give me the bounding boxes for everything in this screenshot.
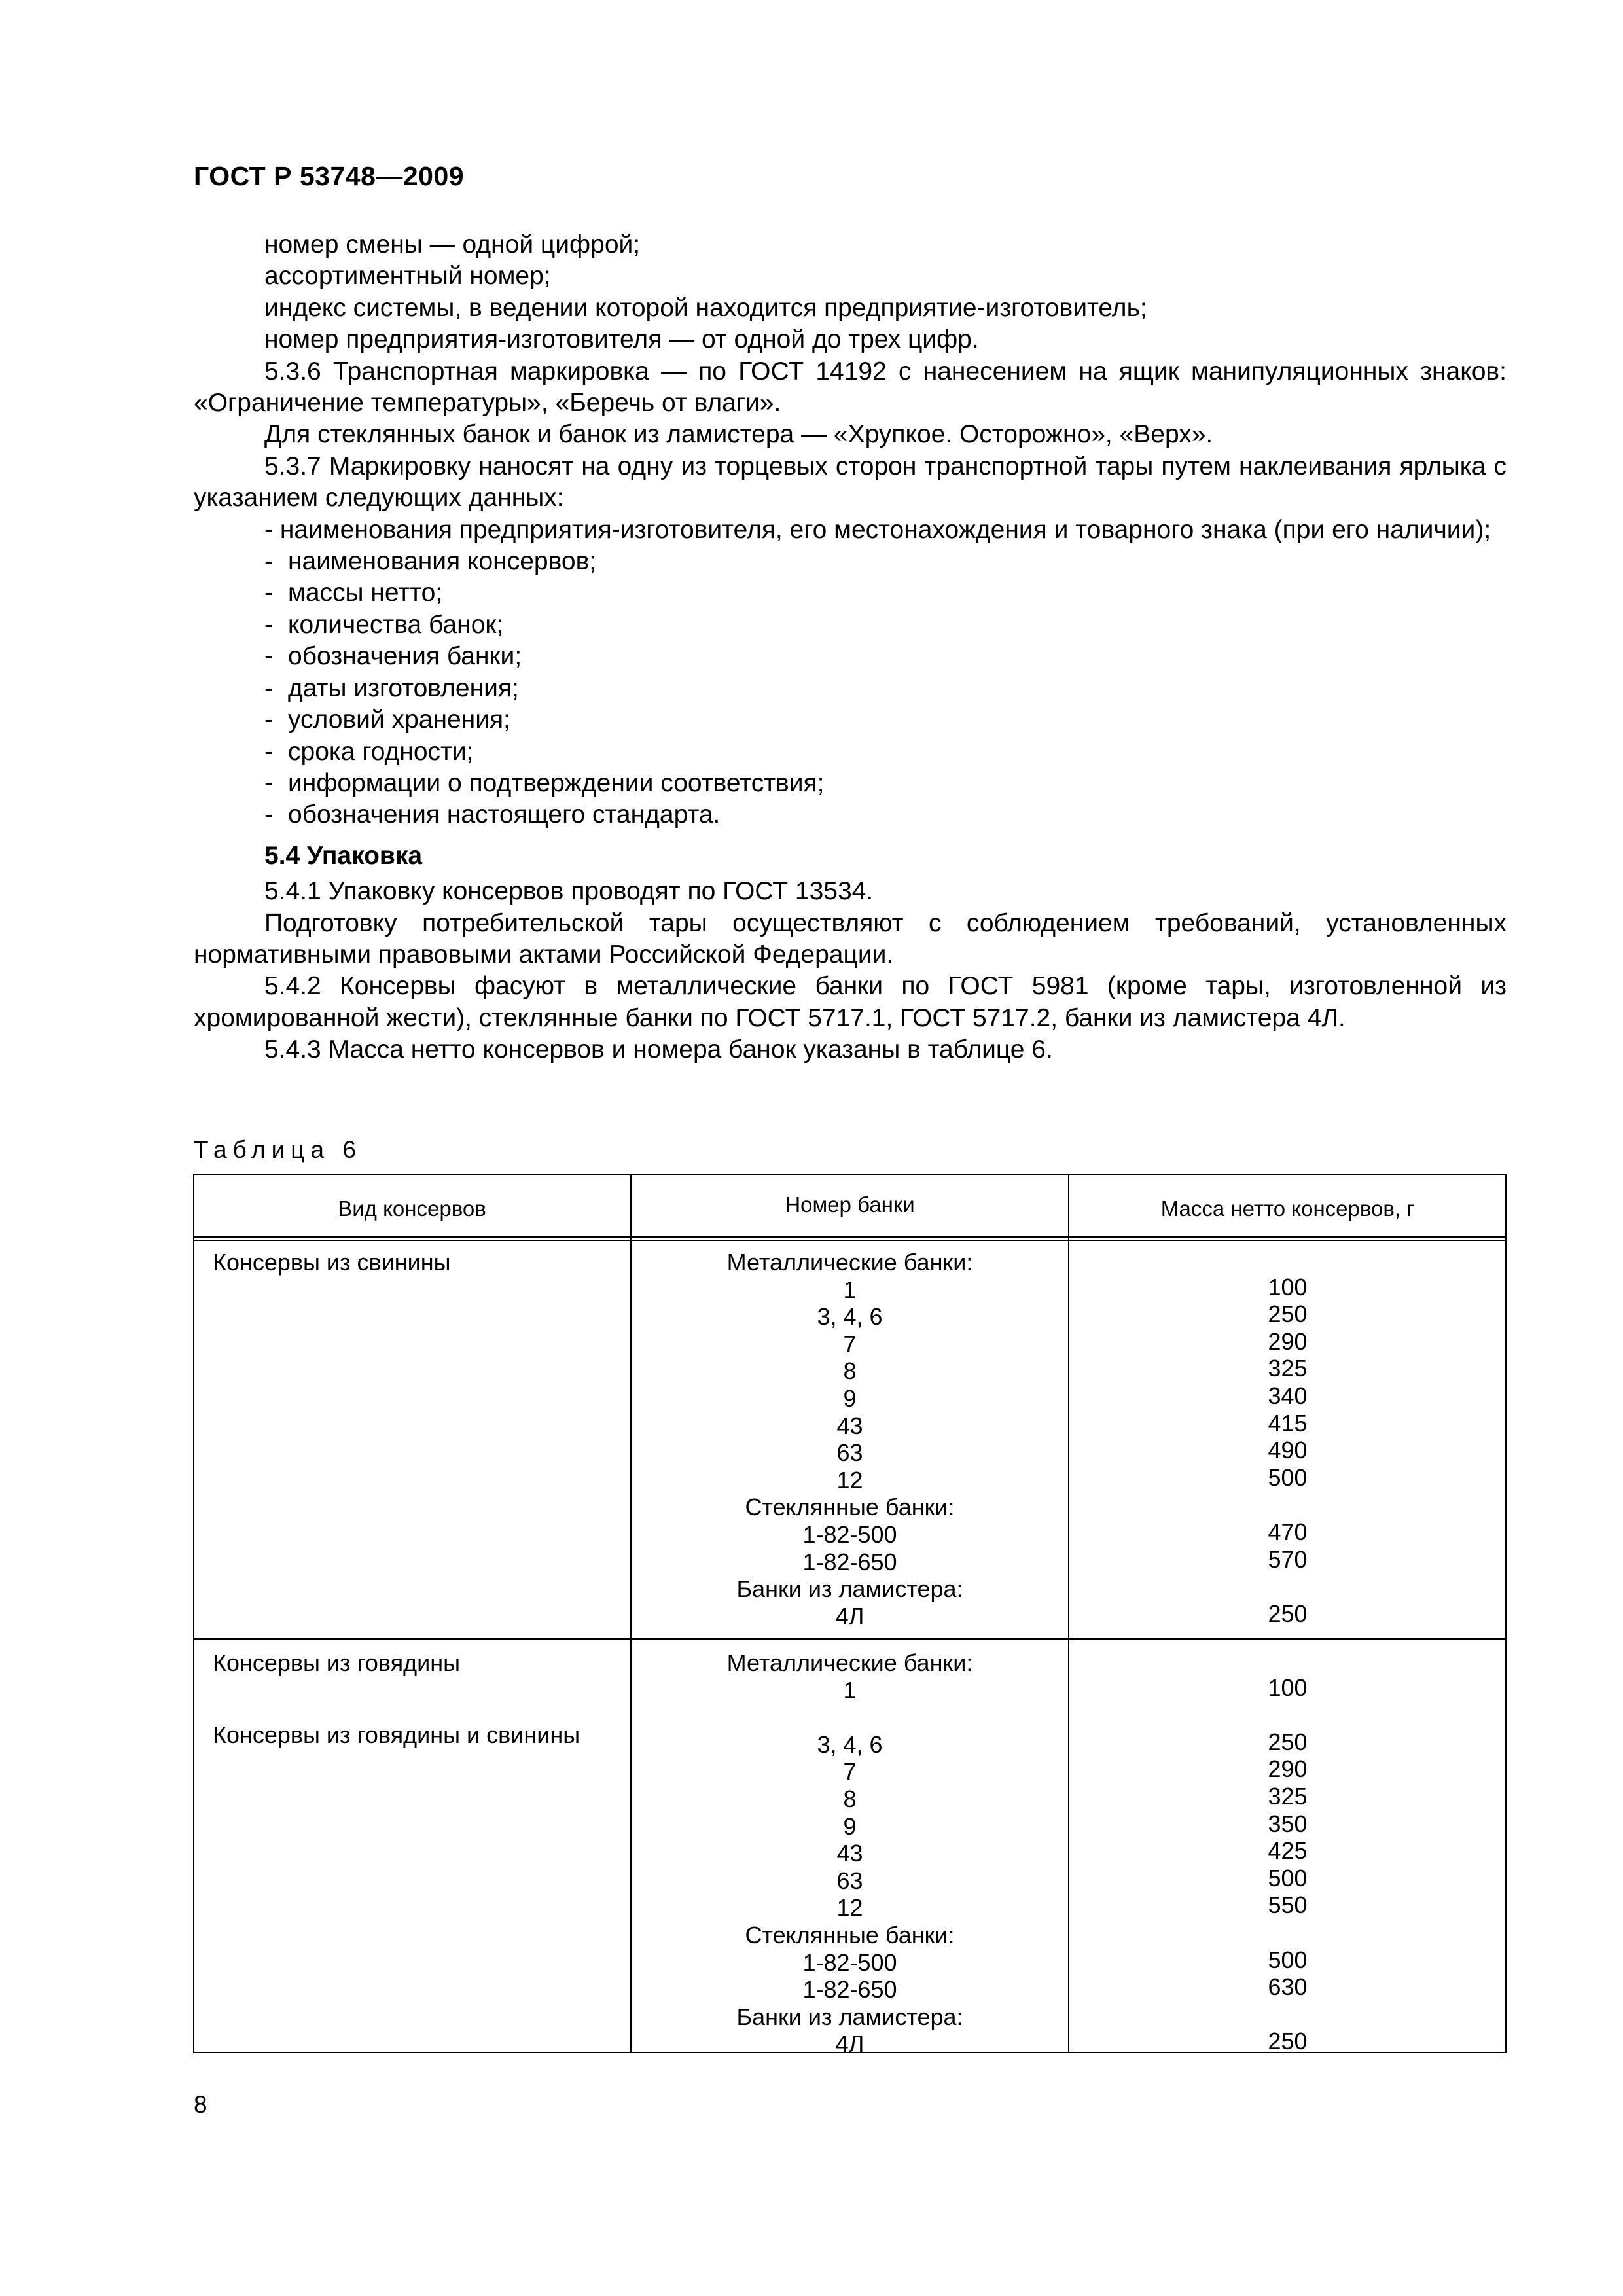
paragraph-5-3-6: 5.3.6 Транспортная маркировка — по ГОСТ 14192 с нанесением на ящик манипуляционных знаков: «Ограничение температуры», «Беречь от влаги».	[194, 357, 1507, 418]
list-item-text: наименования консервов;	[288, 547, 597, 576]
table-cell-line: 500	[1268, 1864, 1308, 1892]
list-item-text: условий хранения;	[288, 706, 510, 734]
list-item-text: наименования предприятия-изготовителя, его местонахождения и товарного знака (при его наличии);	[279, 515, 1491, 544]
list-item-lead	[194, 514, 1507, 546]
table-cell-line: 490	[1268, 1437, 1308, 1464]
table-cell-cans	[631, 1249, 1069, 1630]
paragraph-5-4-1: 5.4.1 Упаковку консервов проводят по ГОСТ 13534.	[264, 877, 874, 906]
table-cell-line: 12	[836, 1466, 863, 1494]
table-cell-line	[1069, 1701, 1507, 1729]
paragraph-5-4-2: 5.4.2 Консервы фасуют в металлические банки по ГОСТ 5981 (кроме тары, изготовленной из хромированной жести), стеклянные банки по ГОСТ 5717.1, ГОСТ 5717.2, банки из ламистера 4Л.	[194, 972, 1507, 1032]
table-cell-line	[631, 1704, 1069, 1731]
table-cell-line: 4Л	[835, 2030, 865, 2058]
table-cell-line: 63	[836, 1867, 863, 1894]
table-cell-line: 12	[836, 1894, 863, 1922]
list-dash: -	[264, 579, 273, 607]
paragraph: номер смены — одной цифрой;	[264, 230, 641, 259]
list-item-text: количества банок;	[288, 610, 504, 639]
table-cell-line: 43	[836, 1840, 863, 1867]
paragraph: индекс системы, в ведении которой находится предприятие-изготовитель;	[264, 293, 1147, 322]
column-header: Номер банки	[785, 1193, 915, 1217]
table-cell-line: 7	[843, 1758, 857, 1785]
table-cell-line: 4Л	[835, 1602, 865, 1630]
table-cell-line: 63	[836, 1439, 863, 1467]
row-separator	[193, 1638, 1507, 1640]
paragraph: Для стеклянных банок и банок из ламистера — «Хрупкое. Осторожно», «Верх».	[264, 420, 1213, 449]
table-cell-line: 325	[1268, 1355, 1308, 1382]
table-cell-line: 1-82-650	[802, 1976, 897, 2003]
table-border-top	[193, 1174, 1507, 1175]
table-cell-line: 100	[1268, 1273, 1308, 1300]
list-item	[194, 673, 1507, 704]
list-item-text: обозначения банки;	[288, 642, 522, 671]
list-item	[194, 799, 1507, 831]
list-item	[194, 641, 1507, 672]
table-cell-line: 3, 4, 6	[817, 1731, 883, 1758]
table-cell-mass	[1069, 1246, 1507, 1627]
table-6	[193, 1174, 1507, 2058]
table-cell-line: 500	[1268, 1946, 1308, 1973]
list-item	[194, 609, 1507, 641]
list-dash: -	[264, 706, 273, 734]
table-cell-line: 340	[1268, 1382, 1308, 1409]
table-cell-line: Стеклянные банки:	[745, 1494, 955, 1521]
table-cell-line: 250	[1268, 1300, 1308, 1328]
list-item	[194, 704, 1507, 736]
list-dash: -	[264, 642, 273, 671]
table-cell-line: 1	[843, 1676, 857, 1704]
table-cell-cans	[631, 1649, 1069, 2058]
table-cell-line: 470	[1268, 1518, 1308, 1545]
table-cell-kind: Консервы из говядины и свинины	[213, 1721, 580, 1748]
list-item-text: даты изготовления;	[288, 673, 519, 702]
table-cell-line: 250	[1268, 1600, 1308, 1627]
table-cell-line: 8	[843, 1785, 857, 1812]
table-cell-line: 290	[1268, 1327, 1308, 1355]
table-cell-line: 415	[1268, 1409, 1308, 1437]
list-dash: -	[264, 800, 273, 829]
list-dash: -	[264, 737, 273, 766]
list-dash: -	[264, 547, 273, 576]
table-cell-line: Металлические банки:	[726, 1649, 973, 1676]
list-dash: -	[264, 768, 273, 797]
table-cell-line: 250	[1268, 2028, 1308, 2055]
paragraph: Подготовку потребительской тары осуществляют с соблюдением требований, установленных нормативными правовыми актами Российской Федерации.	[194, 908, 1507, 969]
table-cell-line: 350	[1268, 1810, 1308, 1837]
list-dash: -	[264, 610, 273, 639]
page-number: 8	[194, 2091, 207, 2118]
table-cell-line: 100	[1268, 1674, 1308, 1701]
list-item-text: срока годности;	[288, 737, 474, 766]
table-cell-line: 570	[1268, 1545, 1308, 1573]
table-cell-line: 550	[1268, 1892, 1308, 1919]
table-cell-line: 1-82-500	[802, 1520, 897, 1548]
document-header: ГОСТ Р 53748—2009	[194, 161, 465, 191]
table-cell-line: 1-82-650	[802, 1548, 897, 1575]
table-caption: Таблица 6	[194, 1136, 362, 1163]
table-cell-line	[1069, 1491, 1507, 1518]
table-cell-line: 500	[1268, 1463, 1308, 1491]
header-separator	[193, 1236, 1507, 1238]
paragraph-5-4-3: 5.4.3 Масса нетто консервов и номера банок указаны в таблице 6.	[264, 1035, 1053, 1064]
paragraph: номер предприятия-изготовителя — от одной до трех цифр.	[264, 325, 979, 354]
list-item-text: информации о подтверждении соответствия;	[288, 768, 825, 797]
marking-list	[194, 546, 1507, 831]
table-cell-line: 290	[1268, 1755, 1308, 1783]
table-cell-line: 425	[1268, 1837, 1308, 1865]
table-cell-line: 43	[836, 1412, 863, 1439]
table-cell-line: 3, 4, 6	[817, 1303, 883, 1331]
table-cell-line	[1069, 1246, 1507, 1274]
table-cell-line: Банки из ламистера:	[736, 2003, 963, 2030]
paragraph-5-3-7: 5.3.7 Маркировку наносят на одну из торцевых сторон транспортной тары путем наклеивания ярлыка с указанием следующих данных:	[194, 452, 1507, 512]
list-item	[194, 577, 1507, 609]
table-cell-line: 630	[1268, 1973, 1308, 2001]
table-cell-kind: Консервы из говядины	[213, 1649, 460, 1676]
document-body	[194, 229, 1507, 1066]
table-cell-line	[1069, 1647, 1507, 1674]
list-item	[194, 736, 1507, 768]
list-item	[194, 546, 1507, 577]
column-header: Вид консервов	[338, 1196, 486, 1221]
table-cell-line	[1069, 1573, 1507, 1600]
list-item-text: обозначения настоящего стандарта.	[288, 800, 721, 829]
table-cell-line: 1-82-500	[802, 1948, 897, 1976]
table-cell-line: 250	[1268, 1728, 1308, 1755]
table-cell-line: Стеклянные банки:	[745, 1921, 955, 1948]
table-cell-kind: Консервы из свинины	[213, 1249, 451, 1276]
header-separator	[193, 1240, 1507, 1241]
table-cell-mass	[1069, 1647, 1507, 2055]
table-cell-line: Банки из ламистера:	[736, 1575, 963, 1603]
table-cell-line: 1	[843, 1276, 857, 1303]
table-cell-line: 7	[843, 1330, 857, 1357]
table-cell-line	[1069, 2001, 1507, 2028]
column-header: Масса нетто консервов, г	[1160, 1196, 1415, 1221]
table-cell-line: 325	[1268, 1782, 1308, 1810]
table-border-left	[193, 1174, 194, 2053]
table-cell-line	[1069, 1919, 1507, 1946]
list-dash: -	[264, 673, 273, 702]
paragraph: ассортиментный номер;	[264, 262, 551, 291]
list-dash: -	[264, 515, 273, 544]
section-title: 5.4 Упаковка	[264, 841, 423, 870]
list-item-text: массы нетто;	[288, 579, 443, 607]
table-cell-line: 9	[843, 1384, 857, 1412]
table-cell-line: Металлические банки:	[726, 1249, 973, 1276]
table-cell-line: 8	[843, 1357, 857, 1385]
table-cell-line: 9	[843, 1812, 857, 1840]
list-item	[194, 768, 1507, 799]
